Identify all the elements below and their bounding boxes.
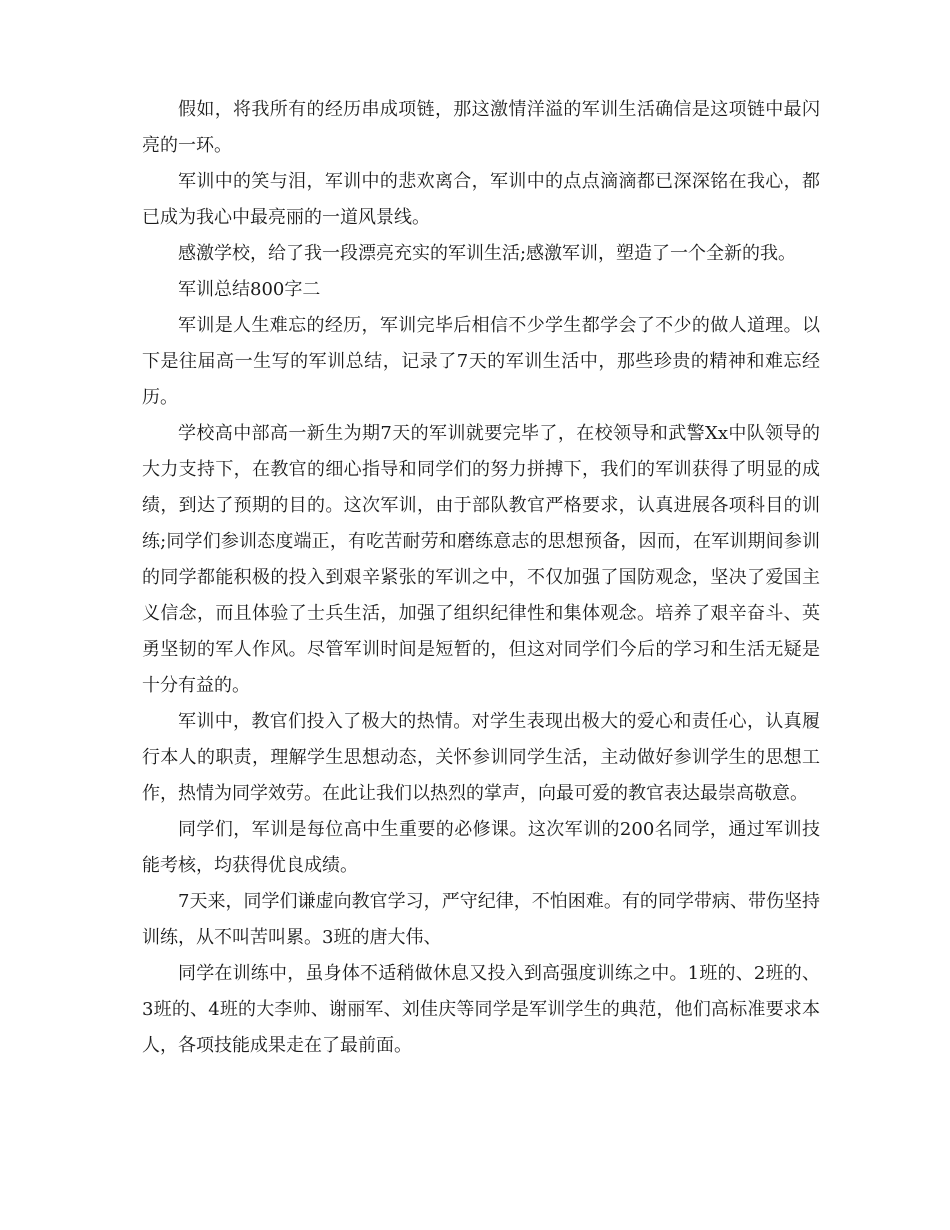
paragraph-8: 同学们，军训是每位高中生重要的必修课。这次军训的200名同学，通过军训技能考核，均获得优良成绩。 [142,819,820,876]
paragraph-6: 学校高中部高一新生为期7天的军训就要完毕了，在校领导和武警Xx中队领导的大力支持下，在教官的细心指导和同学们的努力拼搏下，我们的军训获得了明显的成绩，到达了预期的目的。这次军训，由于部队教官严格要求，认真进展各项科目的训练;同学们参训态度端正，有吃苦耐劳和磨练意志的思想预备，因而，在军训期间参训的同学都能积极的投入到艰辛紧张的军训之中，不仅加强了国防观念，坚决了爱国主义信念，而且体验了士兵生活，加强了组织纪律性和集体观念。培养了艰辛奋斗、英勇坚韧的军人作风。尽管军训时间是短暂的，但这对同学们今后的学习和生活无疑是十分有益的。 [142,423,820,696]
paragraph-5: 军训是人生难忘的经历，军训完毕后相信不少学生都学会了不少的做人道理。以下是往届高一生写的军训总结，记录了7天的军训生活中，那些珍贵的精神和难忘经历。 [142,315,820,408]
paragraph-1: 假如，将我所有的经历串成项链，那这激情洋溢的军训生活确信是这项链中最闪亮的一环。 [142,99,820,156]
paragraph-9: 7天来，同学们谦虚向教官学习，严守纪律，不怕困难。有的同学带病、带伤坚持训练，从不叫苦叫累。3班的唐大伟、 [142,891,820,948]
paragraph-2: 军训中的笑与泪，军训中的悲欢离合，军训中的点点滴滴都已深深铭在我心，都已成为我心中最亮丽的一道风景线。 [142,171,820,228]
paragraph-7: 军训中，教官们投入了极大的热情。对学生表现出极大的爱心和责任心，认真履行本人的职责，理解学生思想动态，关怀参训同学生活，主动做好参训学生的思想工作，热情为同学效劳。在此让我们以热烈的掌声，向最可爱的教官表达最崇高敬意。 [142,711,820,804]
section-heading: 军训总结800字二 [178,279,321,300]
paragraph-10: 同学在训练中，虽身体不适稍做休息又投入到高强度训练之中。1班的、2班的、3班的、4班的大李帅、谢丽军、刘佳庆等同学是军训学生的典范，他们高标准要求本人，各项技能成果走在了最前面。 [142,963,820,1056]
paragraph-3: 感激学校，给了我一段漂亮充实的军训生活;感激军训，塑造了一个全新的我。 [178,243,797,264]
document-body [142,92,820,1064]
